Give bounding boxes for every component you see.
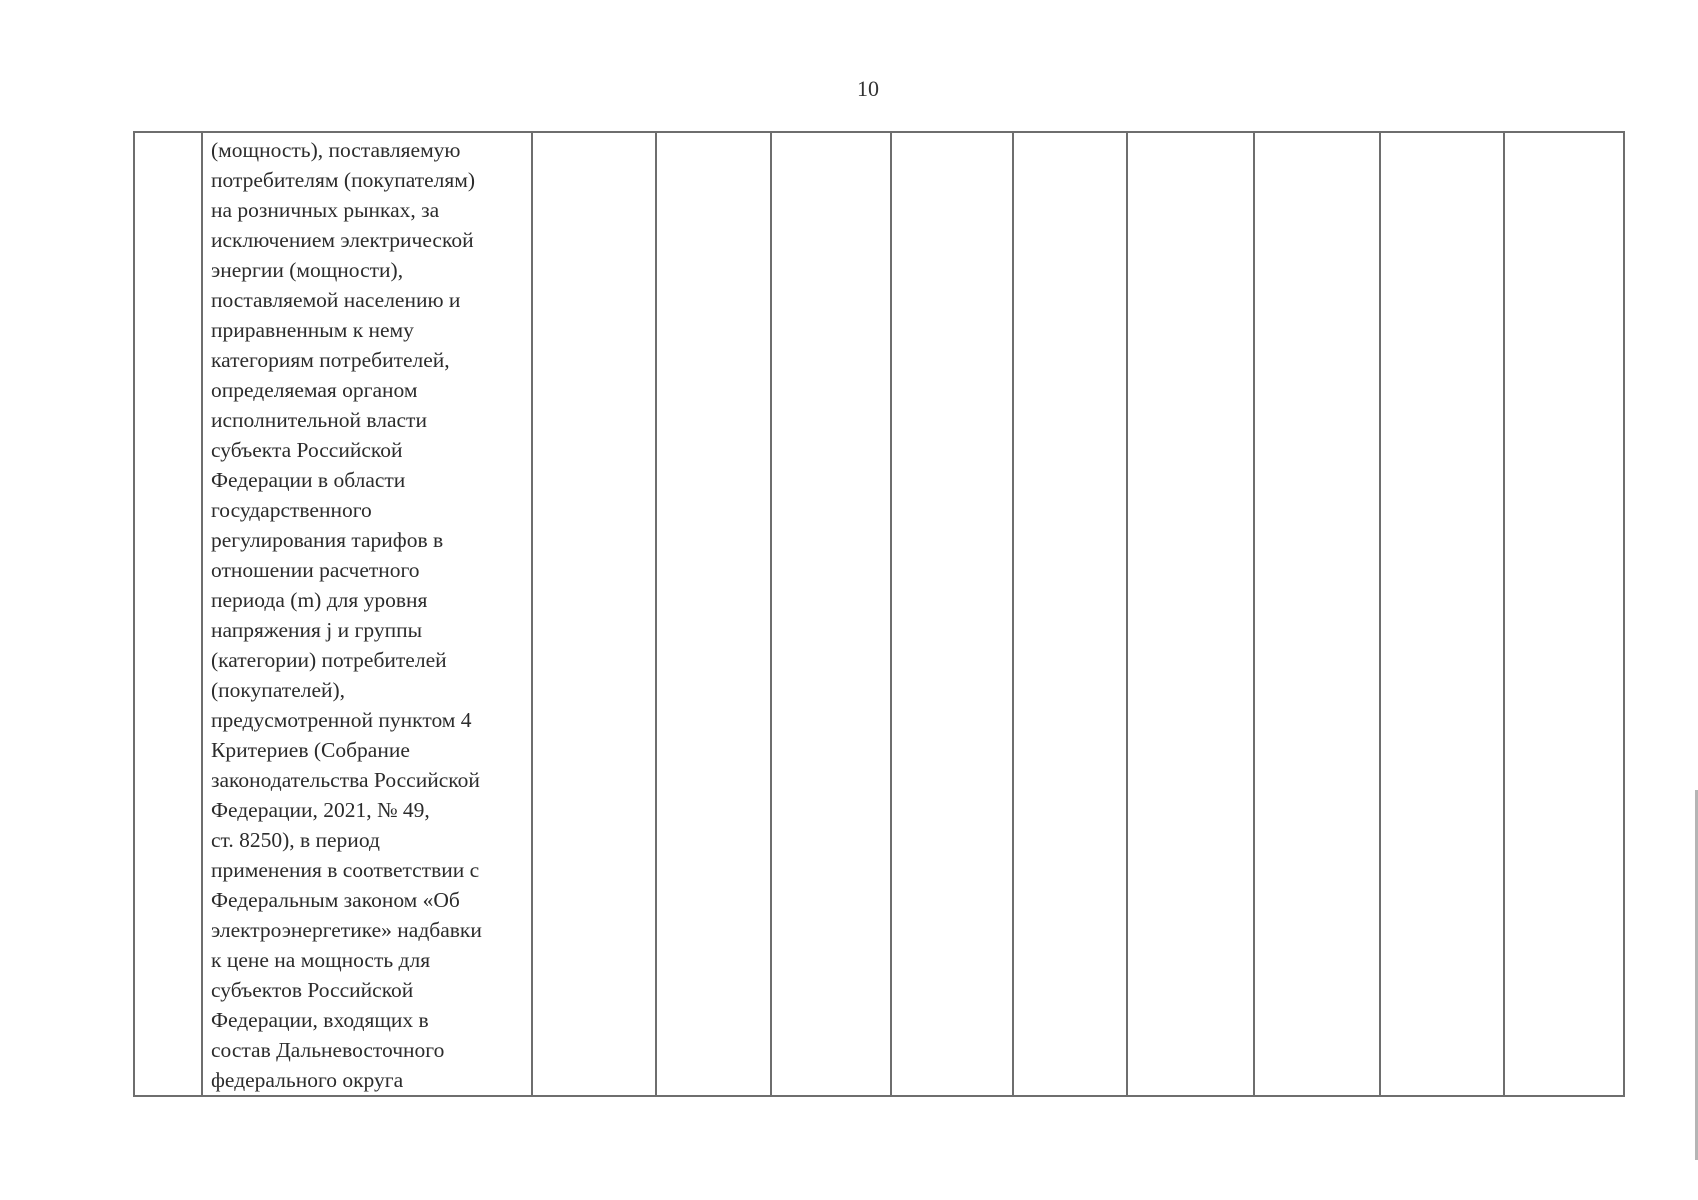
description-line: энергии (мощности), <box>211 258 404 282</box>
description-line: предусмотренной пунктом 4 <box>211 708 472 732</box>
description-line: (мощность), поставляемую <box>211 138 461 162</box>
row-number-cell <box>134 132 202 1096</box>
value-cell <box>771 132 891 1096</box>
description-line: субъектов Российской <box>211 978 414 1002</box>
description-line: поставляемой населению и <box>211 288 461 312</box>
description-line: электроэнергетике» надбавки <box>211 918 482 942</box>
tariff-table <box>133 131 1625 1097</box>
value-cell <box>1504 132 1624 1096</box>
description-line: субъекта Российской <box>211 438 403 462</box>
description-line: применения в соответствии с <box>211 858 480 882</box>
description-line: периода (m) для уровня <box>211 588 428 612</box>
description-cell <box>202 132 532 1096</box>
description-line: законодательства Российской <box>211 768 480 792</box>
table-row <box>134 132 1624 1096</box>
description-line: федерального округа <box>211 1068 404 1092</box>
value-cell <box>1127 132 1254 1096</box>
value-cell <box>1254 132 1380 1096</box>
page-number: 10 <box>857 76 879 101</box>
description-line: Федерации в области <box>211 468 406 492</box>
description-line: регулирования тарифов в <box>211 528 444 552</box>
description-line: приравненным к нему <box>211 318 414 342</box>
description-line: состав Дальневосточного <box>211 1038 445 1062</box>
description-line: напряжения j и группы <box>211 618 423 642</box>
description-line: к цене на мощность для <box>211 948 431 972</box>
description-line: (категории) потребителей <box>211 648 447 672</box>
value-cell <box>1380 132 1504 1096</box>
value-cell <box>656 132 771 1096</box>
value-cell <box>1013 132 1127 1096</box>
description-line: потребителям (покупателям) <box>211 168 476 192</box>
description-line: на розничных рынках, за <box>211 198 440 222</box>
value-cell <box>532 132 656 1096</box>
description-line: исключением электрической <box>211 228 474 252</box>
value-cell <box>891 132 1013 1096</box>
description-line: государственного <box>211 498 372 522</box>
description-line: Федерации, входящих в <box>211 1008 429 1032</box>
description-line: Критериев (Собрание <box>211 738 410 762</box>
description-line: категориям потребителей, <box>211 348 450 372</box>
description-line: определяемая органом <box>211 378 418 402</box>
description-line: (покупателей), <box>211 678 346 702</box>
description-line: Федерации, 2021, № 49, <box>211 798 430 822</box>
description-line: ст. 8250), в период <box>211 828 380 852</box>
description-line: отношении расчетного <box>211 558 420 582</box>
description-line: Федеральным законом «Об <box>211 888 460 912</box>
description-line: исполнительной власти <box>211 408 427 432</box>
